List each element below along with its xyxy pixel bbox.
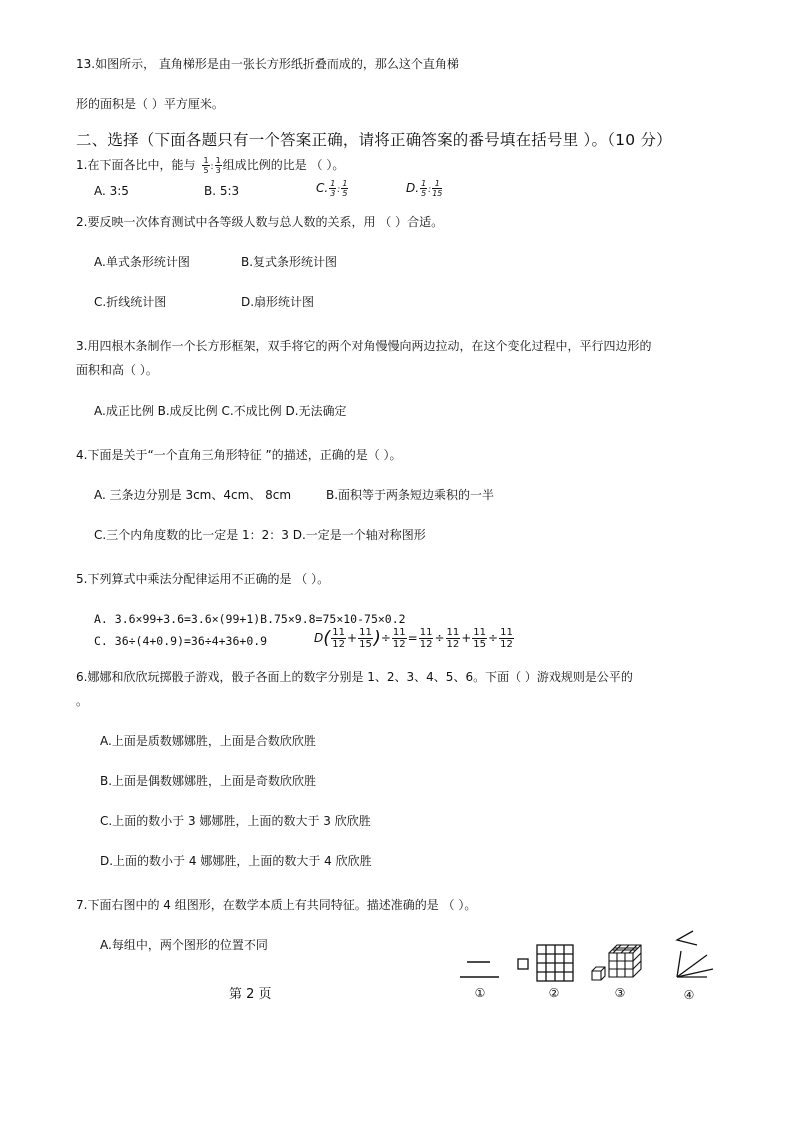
group-label-4: ④: [683, 988, 695, 1002]
q6-option-a[interactable]: A.上面是质数娜娜胜，上面是合数欣欣胜: [100, 734, 316, 748]
group-label-1: ①: [474, 986, 486, 1000]
q5-frac: $\frac{11}{12}$: [500, 627, 513, 650]
q5-options-ab[interactable]: A. 3.6×99+3.6=3.6×(99+1)B.75×9.8=75×10-75×0.2: [94, 612, 406, 626]
q13-line1: 13.如图所示， 直角梯形是由一张长方形纸折叠而成的，那么这个直角梯: [76, 57, 459, 71]
q1-stem-end: 组成比例的比是 （ ）。: [222, 158, 345, 172]
q5-frac: $\frac{11}{12}$: [392, 627, 406, 650]
q1-ratio-frac2: $\frac{1}{3}$: [215, 156, 221, 175]
q5-stem: 5.下列算式中乘法分配律运用不正确的是 （ ）。: [76, 572, 330, 586]
q5-frac: $\frac{11}{12}$: [332, 627, 346, 650]
q5-frac: $\frac{11}{15}$: [473, 627, 487, 650]
q5-option-d[interactable]: D( $\frac{11}{12}$ + $\frac{11}{15}$ )÷ $\frac{11}{12}$ = $\frac{11}{12}$ ÷ $\frac{11}{12}$ + $\frac{11}{15}$ ÷ $\frac{11}{12}$: [314, 627, 513, 650]
q3-line2: 面积和高（ ）。: [76, 363, 158, 377]
q2-option-c[interactable]: C.折线统计图: [94, 295, 167, 309]
group3-cubes: [592, 945, 641, 980]
q3-options[interactable]: A.成正比例 B.成反比例 C.不成比例 D.无法确定: [94, 404, 347, 418]
group-label-3: ③: [614, 986, 626, 1000]
q1-option-b[interactable]: B. 5:3: [204, 184, 240, 198]
q1-d-frac1: $\frac{1}{5}$: [421, 179, 427, 198]
q7-stem: 7.下面右图中的 4 组图形，在数学本质上有共同特征。描述准确的是 （ ）。: [76, 898, 477, 912]
group4-angles: [677, 931, 713, 977]
q3-line1: 3.用四根木条制作一个长方形框架，双手将它的两个对角慢慢向两边拉动，在这个变化过程中，平行四边形的: [76, 339, 652, 353]
q6-option-c[interactable]: C.上面的数小于 3 娜娜胜，上面的数大于 3 欣欣胜: [100, 814, 371, 828]
q13-line2: 形的面积是（ ）平方厘米。: [76, 97, 224, 111]
q1-c-frac1: $\frac{1}{3}$: [330, 179, 336, 198]
q4-stem: 4.下面是关于“一个直角三角形特征 ”的描述，正确的是（ ）。: [76, 448, 402, 462]
q5-frac: $\frac{11}{12}$: [446, 627, 460, 650]
q2-option-b[interactable]: B.复式条形统计图: [241, 255, 338, 269]
q5-frac: $\frac{11}{12}$: [419, 627, 433, 650]
q4-option-a[interactable]: A. 三条边分别是 3cm、4cm、 8cm: [94, 488, 292, 502]
q1-ratio-frac1: $\frac{1}{5}$: [203, 156, 209, 175]
q1-c-frac2: $\frac{1}{5}$: [342, 179, 348, 198]
q2-option-d[interactable]: D.扇形统计图: [241, 295, 315, 309]
q6-line2: 。: [76, 694, 89, 708]
q6-option-b[interactable]: B.上面是偶数娜娜胜，上面是奇数欣欣胜: [100, 774, 317, 788]
page-number: 第 2 页: [229, 987, 272, 1002]
group1-segments: [460, 962, 499, 977]
q4-options-cd[interactable]: C.三个内角度数的比一定是 1：2：3 D.一定是一个轴对称图形: [94, 528, 426, 542]
q7-option-a[interactable]: A.每组中，两个图形的位置不同: [100, 938, 268, 952]
q7-figure: [455, 925, 715, 1005]
group2-squares: [518, 945, 573, 981]
q1-stem-start: 1.在下面各比中，能与: [76, 158, 196, 172]
q5-frac: $\frac{11}{15}$: [359, 627, 372, 650]
q2-stem: 2.要反映一次体育测试中各等级人数与总人数的关系，用 （ ）合适。: [76, 215, 444, 229]
q6-line1: 6.娜娜和欣欣玩掷骰子游戏，骰子各面上的数字分别是 1、2、3、4、5、6。下面（ ）游戏规则是公平的: [76, 670, 633, 684]
q6-option-d[interactable]: D.上面的数小于 4 娜娜胜，上面的数大于 4 欣欣胜: [100, 854, 372, 868]
q1-option-d[interactable]: D. $\frac{1}{5}$ : $\frac{1}{15}$: [406, 179, 443, 198]
q1-option-a[interactable]: A. 3:5: [94, 184, 129, 198]
q5-option-c[interactable]: C. 36÷(4+0.9)=36÷4+36+0.9: [94, 634, 268, 648]
q1-option-c[interactable]: C. $\frac{1}{3}$ : $\frac{1}{5}$: [316, 179, 348, 198]
section-title: 二、选择（下面各题只有一个答案正确，请将正确答案的番号填在括号里 ）。（10 分）: [76, 131, 672, 149]
q2-option-a[interactable]: A.单式条形统计图: [94, 255, 190, 269]
q4-option-b[interactable]: B.面积等于两条短边乘积的一半: [326, 488, 495, 502]
group-label-2: ②: [548, 986, 560, 1000]
q1-stem: 1.在下面各比中，能与 $\frac{1}{5}$ : $\frac{1}{3}$ 组成比例的比是 （ ）。: [76, 156, 345, 175]
q1-d-frac2: $\frac{1}{15}$: [432, 179, 443, 198]
